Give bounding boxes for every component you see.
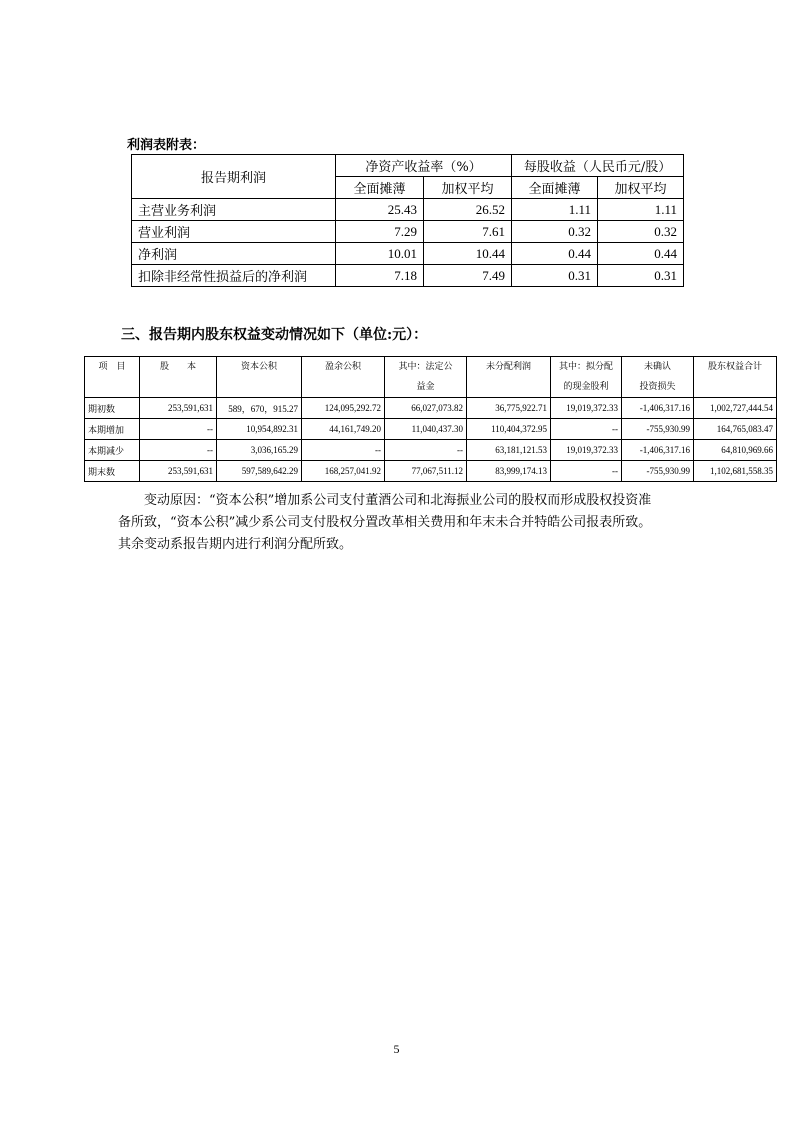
- row-label: 期末数: [85, 461, 140, 482]
- cell-value: 0.44: [512, 243, 598, 265]
- cell-value: 64,810,969.66: [694, 440, 777, 461]
- cell-value: 110,404,372.95: [467, 419, 551, 440]
- reason-line: 备所致，“资本公积”减少系公司支付股权分置改革相关费用和年末未合并特皓公司报表所致。: [118, 515, 652, 530]
- cell-value: -1,406,317.16: [622, 440, 694, 461]
- col-header-surplus-reserve: 盈余公积: [302, 357, 385, 398]
- cell-value: 253,591,631: [140, 461, 217, 482]
- cell-value: 0.44: [598, 243, 684, 265]
- col-header-cash-dividend: 其中：拟分配 的现金股利: [551, 357, 622, 398]
- cell-value: 25.43: [336, 199, 424, 221]
- change-reason-paragraph: [118, 490, 718, 556]
- col-header-eps: 每股收益（人民币元/股）: [512, 155, 684, 177]
- reason-line: 变动原因：“资本公积”增加系公司支付董酒公司和北海振业公司的股权而形成股权投资准: [118, 493, 652, 508]
- cell-value: --: [140, 419, 217, 440]
- cell-value: 19,019,372.33: [551, 440, 622, 461]
- row-label: 本期减少: [85, 440, 140, 461]
- cell-value: 66,027,073.82: [385, 398, 467, 419]
- cell-value: 0.31: [598, 265, 684, 287]
- cell-value: 11,040,437.30: [385, 419, 467, 440]
- cell-value: 1,002,727,444.54: [694, 398, 777, 419]
- col-header-share-capital: 股 本: [140, 357, 217, 398]
- cell-value: 7.18: [336, 265, 424, 287]
- cell-value: 36,775,922.71: [467, 398, 551, 419]
- cell-value: 0.32: [512, 221, 598, 243]
- row-label: 净利润: [132, 243, 336, 265]
- cell-value: 597,589,642.29: [217, 461, 302, 482]
- col-header-unrecognized-loss: 未确认 投资损失: [622, 357, 694, 398]
- cell-value: --: [551, 461, 622, 482]
- cell-value: 1,102,681,558.35: [694, 461, 777, 482]
- cell-value: 1.11: [512, 199, 598, 221]
- cell-value: 7.61: [424, 221, 512, 243]
- table-row: [132, 221, 684, 243]
- cell-value: --: [140, 440, 217, 461]
- cell-value: 7.49: [424, 265, 512, 287]
- col-header-undistributed-profit: 未分配利润: [467, 357, 551, 398]
- col-header-roe-full: 全面摊薄: [336, 177, 424, 199]
- cell-value: 63,181,121.53: [467, 440, 551, 461]
- profit-supplement-title: 利润表附表：: [127, 138, 206, 153]
- col-header-eps-avg: 加权平均: [598, 177, 684, 199]
- cell-value: 44,161,749.20: [302, 419, 385, 440]
- cell-value: 589，670，915.27: [217, 398, 302, 419]
- table-row: [85, 440, 777, 461]
- profit-supplement-table: [131, 154, 684, 287]
- cell-value: 0.31: [512, 265, 598, 287]
- table-row: [85, 419, 777, 440]
- cell-value: 19,019,372.33: [551, 398, 622, 419]
- cell-value: --: [302, 440, 385, 461]
- cell-value: 0.32: [598, 221, 684, 243]
- cell-value: 26.52: [424, 199, 512, 221]
- col-header-roe-avg: 加权平均: [424, 177, 512, 199]
- row-label: 扣除非经常性损益后的净利润: [132, 265, 336, 287]
- row-label: 主营业务利润: [132, 199, 336, 221]
- table-row: [85, 461, 777, 482]
- cell-value: 10,954,892.31: [217, 419, 302, 440]
- cell-value: --: [385, 440, 467, 461]
- cell-value: 3,036,165.29: [217, 440, 302, 461]
- table-row: [85, 398, 777, 419]
- cell-value: -1,406,317.16: [622, 398, 694, 419]
- cell-value: 253,591,631: [140, 398, 217, 419]
- cell-value: 10.01: [336, 243, 424, 265]
- col-header-roe: 净资产收益率（%）: [336, 155, 512, 177]
- page-number: 5: [393, 1042, 400, 1056]
- cell-value: 77,067,511.12: [385, 461, 467, 482]
- equity-change-table: [84, 356, 777, 482]
- table-row: [132, 265, 684, 287]
- row-label: 期初数: [85, 398, 140, 419]
- cell-value: 7.29: [336, 221, 424, 243]
- cell-value: -755,930.99: [622, 419, 694, 440]
- cell-value: -755,930.99: [622, 461, 694, 482]
- col-header-eps-full: 全面摊薄: [512, 177, 598, 199]
- col-header-statutory-welfare: 其中：法定公 益金: [385, 357, 467, 398]
- col-header-item: 项 目: [85, 357, 140, 398]
- cell-value: 164,765,083.47: [694, 419, 777, 440]
- table-row: [132, 243, 684, 265]
- cell-value: 124,095,292.72: [302, 398, 385, 419]
- col-header-total-equity: 股东权益合计: [694, 357, 777, 398]
- row-label: 营业利润: [132, 221, 336, 243]
- table-row: [132, 199, 684, 221]
- cell-value: 1.11: [598, 199, 684, 221]
- equity-change-title: 三、报告期内股东权益变动情况如下（单位:元）：: [121, 327, 428, 343]
- col-header-capital-reserve: 资本公积: [217, 357, 302, 398]
- cell-value: 10.44: [424, 243, 512, 265]
- cell-value: 168,257,041.92: [302, 461, 385, 482]
- col-header-report-profit: 报告期利润: [132, 155, 336, 199]
- row-label: 本期增加: [85, 419, 140, 440]
- reason-line: 其余变动系报告期内进行利润分配所致。: [118, 537, 353, 552]
- cell-value: --: [551, 419, 622, 440]
- cell-value: 83,999,174.13: [467, 461, 551, 482]
